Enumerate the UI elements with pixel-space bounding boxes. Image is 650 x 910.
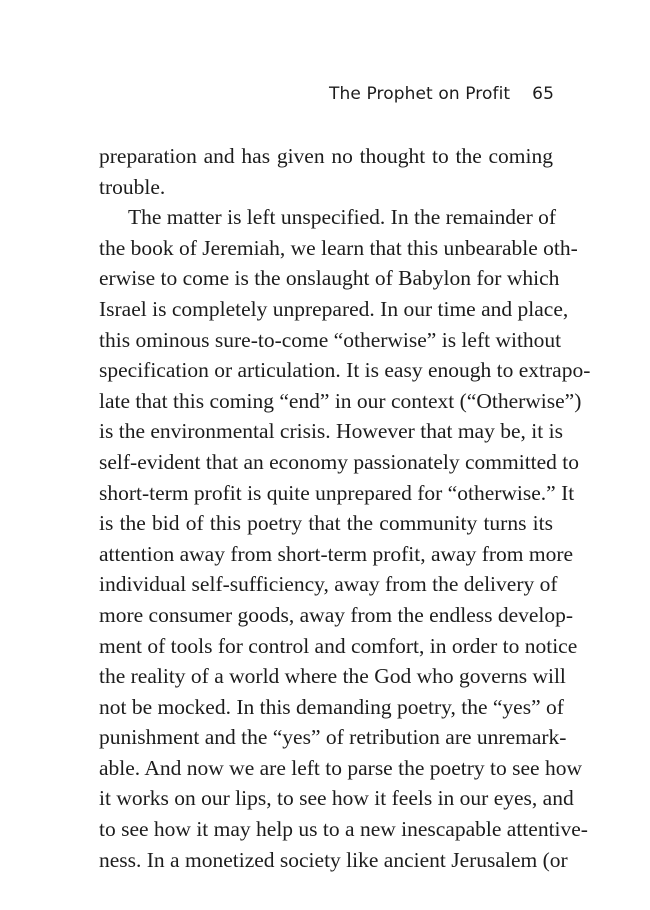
text-line: to see how it may help us to a new inescapable attentive- — [99, 817, 588, 842]
text-line: self-evident that an economy passionately committed to — [99, 449, 580, 474]
text-line: trouble. — [99, 174, 166, 199]
text-line: is the environmental crisis. However that may be, it is — [99, 419, 563, 444]
text-line: it works on our lips, to see how it feels in our eyes, and — [99, 786, 574, 811]
running-head — [329, 84, 554, 104]
running-title: The Prophet on Profit — [329, 84, 511, 104]
text-line: ment of tools for control and comfort, in order to notice — [99, 633, 578, 658]
text-line: able. And now we are left to parse the poetry to see how — [99, 755, 582, 780]
text-line: short-term profit is quite unprepared for “otherwise.” It — [99, 480, 575, 505]
text-line: The matter is left unspecified. In the remainder of — [128, 205, 557, 230]
text-line: is the bid of this poetry that the community turns its — [99, 511, 553, 536]
text-line: specification or articulation. It is easy enough to extrapo- — [99, 358, 591, 383]
text-line: the reality of a world where the God who governs will — [99, 664, 566, 689]
text-line: punishment and the “yes” of retribution are unremark- — [99, 725, 567, 750]
text-line: individual self-sufficiency, away from the delivery of — [99, 572, 558, 597]
text-line: more consumer goods, away from the endless develop- — [99, 602, 574, 627]
text-line: ness. In a monetized society like ancient Jerusalem (or — [99, 847, 568, 872]
text-line: preparation and has given no thought to the coming — [99, 144, 553, 168]
text-line: not be mocked. In this demanding poetry, the “yes” of — [99, 694, 564, 719]
text-line: Israel is completely unprepared. In our time and place, — [99, 296, 569, 321]
text-line: late that this coming “end” in our context (“Otherwise”) — [99, 388, 582, 413]
text-line: the book of Jeremiah, we learn that this unbearable oth- — [99, 235, 578, 260]
text-line: attention away from short-term profit, away from more — [99, 541, 574, 566]
paragraph-1 — [99, 141, 553, 202]
paragraph-2 — [99, 202, 591, 875]
text-line: erwise to come is the onslaught of Babylon for which — [99, 266, 560, 291]
body-text — [99, 141, 591, 875]
page-number: 65 — [532, 84, 554, 104]
text-line: this ominous sure-to-come “otherwise” is left without — [99, 327, 562, 352]
